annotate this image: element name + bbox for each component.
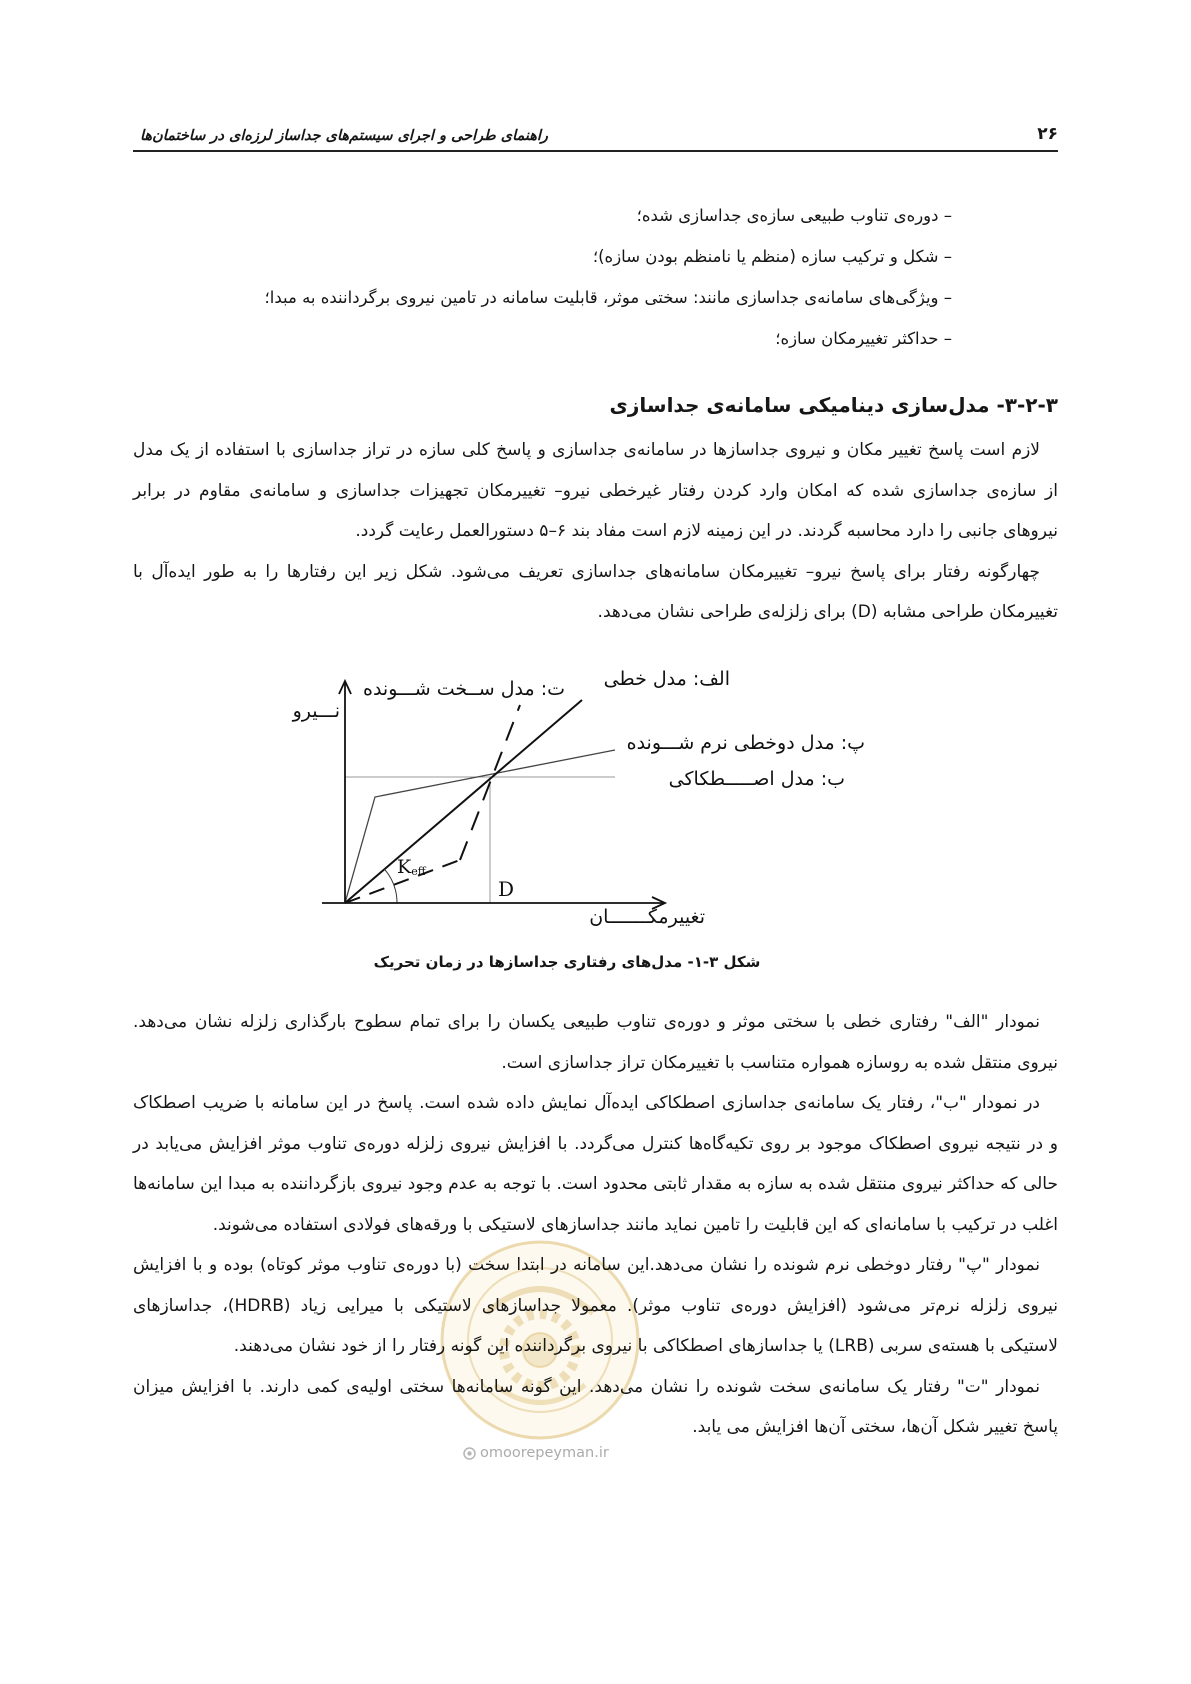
- paragraph: [133, 1002, 1058, 1083]
- keff-subscript: eff: [411, 865, 426, 878]
- paragraph-line: نیروهای جانبی را دارد محاسبه گردند. در این زمینه لازم است مفاد بند ۶–۵ دستورالعمل رعایت گردد.: [355, 521, 1058, 541]
- paragraph-line: نیروی زلزله نرم‌تر می‌شود (افزایش دوره‌ی تناوب موثر). معمولا جداسازهای لاستیکی با میرایی زیاد (HDRB)، جداسازهای: [133, 1295, 1058, 1316]
- paragraph-line: لاستیکی با هسته‌ی سربی (LRB) یا جداسازهای اصطکاکی با نیروی برگرداننده این گونه رفتار را از خود نشان می‌دهند.: [233, 1336, 1058, 1356]
- paragraph-line: پاسخ تغییر شکل آن‌ها، سختی آن‌ها افزایش می یابد.: [692, 1417, 1058, 1437]
- paragraph-line: اغلب در ترکیب با سامانه‌ای که این قابلیت را تامین نماید مانند جداسازهای لاستیکی با ورقه‌های فولادی استفاده می‌شوند.: [212, 1214, 1058, 1235]
- force-displacement-diagram: [270, 660, 880, 945]
- page-number: ۲۶: [1037, 124, 1058, 144]
- paragraph-line: حالی که حداکثر نیروی منتقل شده به سازه به مقدار ثابتی محدود است. با توجه به عدم وجود نیروی بازگرداننده به مبدا این سامانه‌ها: [133, 1174, 1058, 1194]
- paragraph: [133, 1083, 1058, 1245]
- watermark-logo-icon: [463, 1447, 476, 1460]
- force-axis-label: نـــیرو: [292, 700, 340, 722]
- paragraph: [133, 430, 1058, 552]
- watermark-site-text: omoorepeyman.ir: [480, 1445, 609, 1461]
- keff-angle-arc: [385, 869, 398, 903]
- paragraph: [133, 1367, 1058, 1448]
- paragraph-line: نمودار "ت" رفتار یک سامانه‌ی سخت شونده را نشان می‌دهد. این گونه سامانه‌ها سختی اولیه‌ی کمی دارند. با افزایش میزان: [133, 1376, 1040, 1397]
- friction-model-label: ب: مدل اصـــــطکاکی: [668, 768, 845, 790]
- figure-caption: شکل ۳-۱- مدل‌های رفتاری جداسازها در زمان تحریک: [373, 953, 761, 971]
- intro-text: [133, 430, 1058, 633]
- bilinear-model-label: پ: مدل دوخطی نرم شـــونده: [626, 732, 865, 754]
- list-item: – حداکثر تغییرمکان سازه؛: [775, 329, 952, 348]
- keff-symbol: K: [397, 856, 412, 878]
- hardening-model-label: ت: مدل ســخت شـــونده: [363, 678, 565, 700]
- displacement-axis-label: تغییرمکـــــــان: [589, 906, 705, 928]
- bullet-list: [133, 195, 952, 359]
- keff-label: [397, 854, 426, 885]
- paragraph: [133, 1245, 1058, 1367]
- paragraph-line: در نمودار "ب"، رفتار یک سامانه‌ی جداسازی اصطکاکی ایده‌آل نمایش داده شده است. پاسخ در این سامانه با ضریب اصطکاک: [133, 1093, 1040, 1113]
- body-text: [133, 1002, 1058, 1448]
- linear-model-label: الف: مدل خطی: [603, 668, 730, 690]
- paragraph-line: نمودار "پ" رفتار دوخطی نرم شونده را نشان می‌دهد.این سامانه در ابتدا سخت (با دوره‌ی تناوب موثر کوتاه) بوده و با افزایش: [133, 1255, 1040, 1275]
- bilinear-softening-line: [345, 750, 615, 903]
- list-item: – دوره‌ی تناوب طبیعی سازه‌ی جداسازی شده؛: [636, 206, 952, 225]
- design-displacement-label: D: [498, 877, 515, 901]
- header-rule: [133, 150, 1058, 152]
- paragraph-line: نیروی منتقل شده به روسازه همواره متناسب با تغییرمکان تراز جداسازی است.: [501, 1052, 1058, 1073]
- linear-model-line: [345, 700, 582, 903]
- behavior-models-figure: [270, 660, 880, 945]
- paragraph-line: و در نتیجه نیروی اصطکاک موجود بر روی تکیه‌گاه‌ها کنترل می‌گردد. با افزایش نیروی زلزله دوره‌ی تناوب موثر افزایش می‌یابد در: [133, 1133, 1058, 1154]
- list-item: – شکل و ترکیب سازه (منظم یا نامنظم بودن سازه)؛: [592, 247, 952, 266]
- paragraph-line: چهارگونه رفتار برای پاسخ نیرو– تغییرمکان سامانه‌های جداسازی تعریف می‌شود. شکل زیر این رفتارها را به طور ایده‌آل با: [133, 561, 1040, 582]
- list-item: – ویژگی‌های سامانه‌ی جداسازی مانند: سختی موثر، قابلیت سامانه در تامین نیروی برگرداننده به مبدا؛: [264, 288, 952, 307]
- section-heading: ۳-۲-۳- مدل‌سازی دینامیکی سامانه‌ی جداسازی: [609, 393, 1058, 417]
- paragraph-line: تغییرمکان طراحی مشابه (D) برای زلزله‌ی طراحی نشان می‌دهد.: [597, 602, 1058, 622]
- paragraph-line: از سازه‌ی جداسازی شده که امکان وارد کردن رفتار غیرخطی نیرو– تغییرمکان تجهیزات جداسازی و سامانه‌ی مقاوم در برابر: [133, 480, 1058, 501]
- paragraph-line: نمودار "الف" رفتاری خطی با سختی موثر و دوره‌ی تناوب طبیعی یکسان را برای تمام سطوح بارگذاری زلزله نشان می‌دهد.: [133, 1012, 1040, 1032]
- paragraph: [133, 552, 1058, 633]
- paragraph-line: لازم است پاسخ تغییر مکان و نیروی جداسازها در سامانه‌ی جداسازی و پاسخ کلی سازه در تراز جداسازی با استفاده از یک مدل: [133, 440, 1040, 460]
- running-header-title: راهنمای طراحی و اجرای سیستم‌های جداساز لرزه‌ای در ساختمان‌ها: [140, 128, 548, 144]
